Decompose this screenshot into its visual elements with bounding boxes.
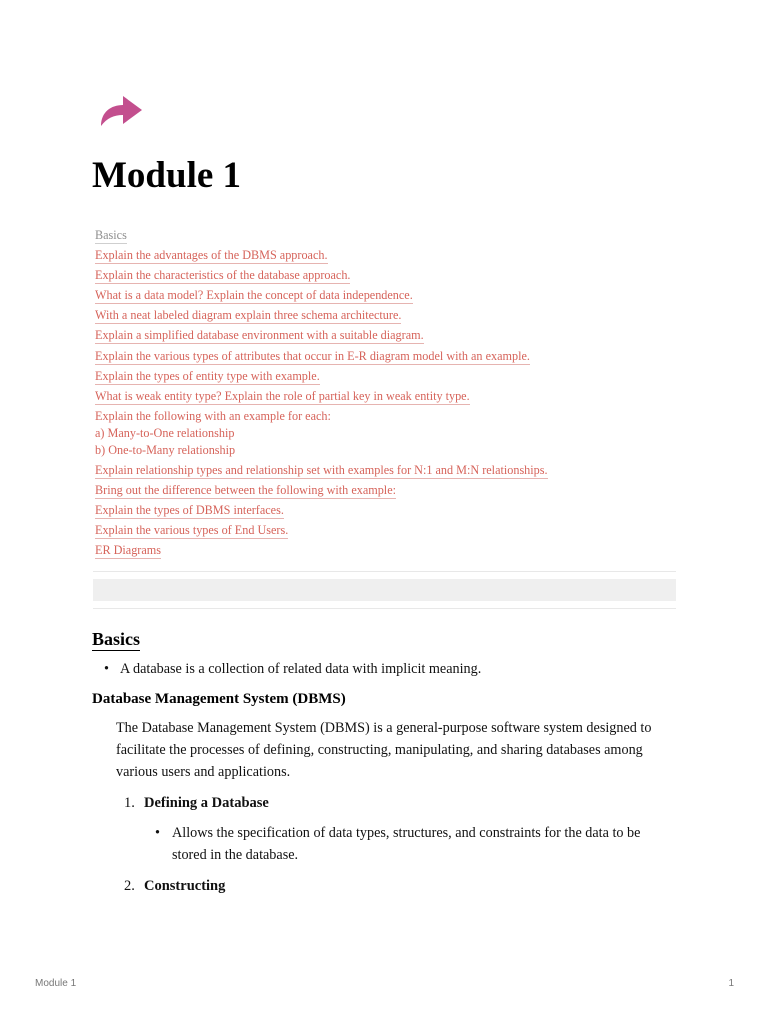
table-of-contents: [95, 228, 695, 563]
footer-title: Module 1: [35, 978, 77, 989]
toc-sub-one-to-many: b) One-to-Many relationship: [95, 442, 236, 457]
toc-link-db-environment[interactable]: Explain a simplified database environment with a suitable diagram.: [95, 328, 424, 343]
toc-link-relationships-example[interactable]: Explain the following with an example for each: a) Many-to-One relationship b) One-to-Many relationship: [95, 409, 695, 457]
section-heading: Basics: [92, 629, 141, 649]
page-title: Module 1: [92, 155, 242, 196]
paragraph: The Database Management System (DBMS) is a general-purpose software system designed to facilitate the processes of defining, constructing, manipulating, and sharing databases among various users and applications.: [116, 720, 652, 780]
toc-link-dbms-interfaces[interactable]: Explain the types of DBMS interfaces.: [95, 503, 284, 518]
divider: [93, 571, 676, 572]
page-number: 1: [728, 978, 734, 989]
toc-link-relationship-types[interactable]: Explain relationship types and relationship set with examples for N:1 and M:N relationships.: [95, 462, 548, 477]
toc-link-weak-entity[interactable]: What is weak entity type? Explain the role of partial key in weak entity type.: [95, 388, 470, 403]
toc-link-entity-types[interactable]: Explain the types of entity type with example.: [95, 368, 320, 383]
toc-link-characteristics[interactable]: Explain the characteristics of the database approach.: [95, 268, 351, 283]
bullet-icon: •: [104, 661, 109, 677]
subheading: Database Management System (DBMS): [92, 691, 346, 707]
divider: [93, 608, 676, 609]
toc-link-basics[interactable]: Basics: [95, 228, 127, 242]
toc-link-er-diagrams[interactable]: ER Diagrams: [95, 543, 162, 558]
toc-link-three-schema[interactable]: With a neat labeled diagram explain three schema architecture.: [95, 308, 402, 323]
toc-link-end-users[interactable]: Explain the various types of End Users.: [95, 523, 289, 538]
toc-link-data-model[interactable]: What is a data model? Explain the concept of data independence.: [95, 288, 413, 303]
share-arrow-icon: [97, 92, 145, 132]
toc-link-advantages[interactable]: Explain the advantages of the DBMS approach.: [95, 248, 328, 263]
toc-link-attributes[interactable]: Explain the various types of attributes that occur in E-R diagram model with an example.: [95, 348, 530, 363]
toc-link-difference[interactable]: Bring out the difference between the following with example:: [95, 483, 396, 498]
toc-sub-many-to-one: a) Many-to-One relationship: [95, 425, 235, 440]
bullet-icon: •: [155, 825, 160, 841]
empty-block: [93, 579, 676, 601]
